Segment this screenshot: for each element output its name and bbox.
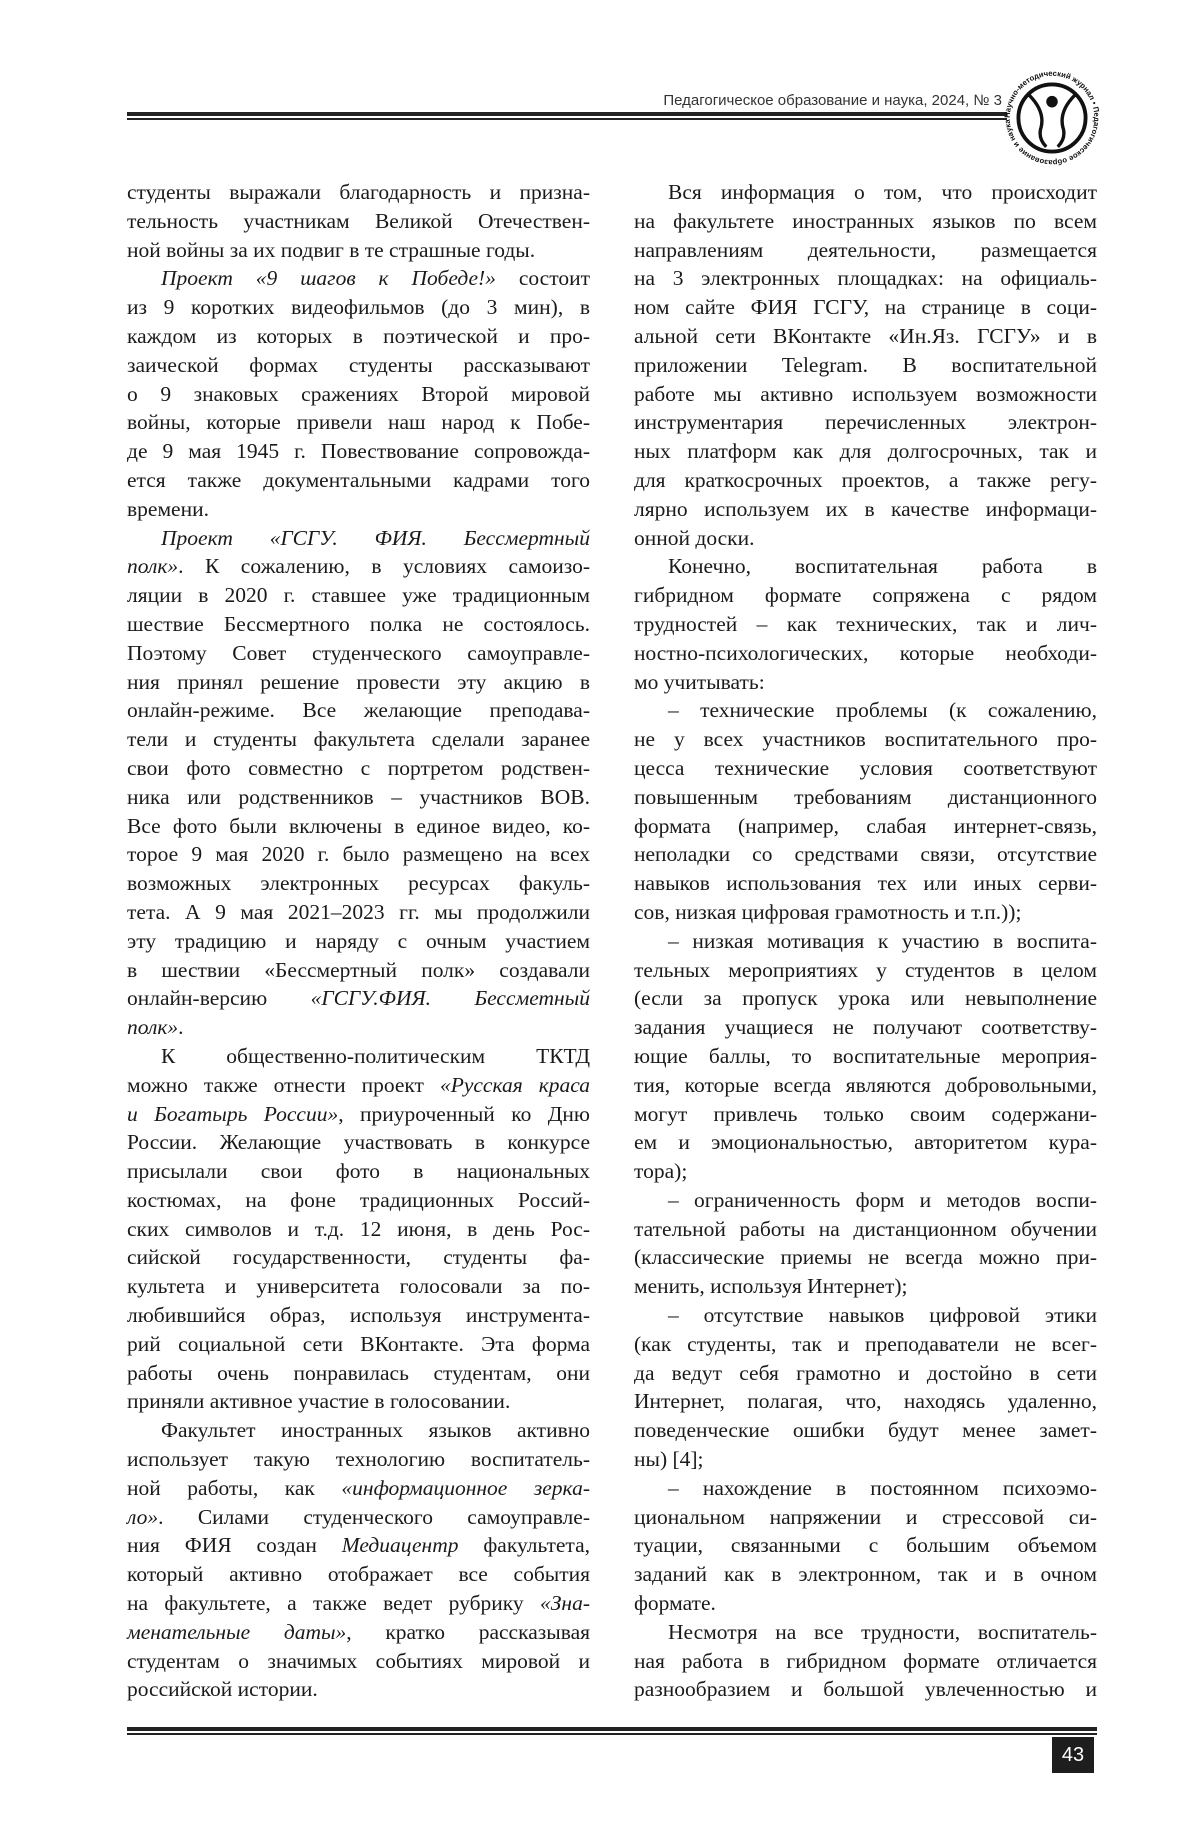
italic-text: Проект «ГСГУ. ФИЯ. Бессмертный (161, 526, 590, 550)
text-line (634, 754, 1097, 783)
text-run: гибридном формате сопряжена с рядом (634, 583, 1097, 607)
text-line (634, 812, 1097, 841)
text-line (127, 1243, 590, 1272)
text-run: (классические приемы не всегда можно при- (634, 1245, 1097, 1269)
text-run: времени. (127, 497, 209, 521)
text-run: неполадки со средствами связи, отсутствие (634, 842, 1097, 866)
text-run: . К сожалению, в условиях самоизо- (178, 554, 590, 578)
left-column (127, 178, 590, 1704)
text-line (634, 1013, 1097, 1042)
text-line (127, 1675, 590, 1704)
text-line (634, 1186, 1097, 1215)
text-run: трудностей – как технических, так и лич- (634, 612, 1097, 636)
text-run: (как студенты, так и преподаватели не всег- (634, 1332, 1097, 1356)
text-line (127, 178, 590, 207)
italic-text: полк» (127, 554, 178, 578)
text-run: онлайн-версию (127, 986, 311, 1010)
text-run: приняли активное участие в голосовании. (127, 1389, 510, 1413)
text-run: сийской государственности, студенты фа- (127, 1245, 590, 1269)
text-line (127, 581, 590, 610)
text-line (634, 408, 1097, 437)
text-run: альной сети ВКонтакте «Ин.Яз. ГСГУ» и в (634, 324, 1097, 348)
italic-text: Медиацентр (342, 1533, 459, 1557)
text-run: студентам о значимых событиях мировой и (127, 1649, 590, 1673)
text-line (634, 725, 1097, 754)
text-run: ной войны за их подвиг в те страшные годы. (127, 238, 535, 262)
text-run: каждом из которых в поэтической и про- (127, 324, 590, 348)
text-run: навыков использования тех или иных серви- (634, 871, 1097, 895)
text-line (127, 466, 590, 495)
text-run: костюмах, на фоне традиционных Россий- (127, 1188, 590, 1212)
text-run: ны) [4]; (634, 1447, 704, 1471)
text-line (634, 495, 1097, 524)
text-line (634, 1445, 1097, 1474)
text-run: тельность участникам Великой Отечествен- (127, 209, 590, 233)
text-run: тета. А 9 мая 2021–2023 гг. мы продолжили (127, 900, 590, 924)
text-run: могут привлечь только своим содержани- (634, 1102, 1097, 1126)
text-line (127, 725, 590, 754)
text-line (634, 1647, 1097, 1676)
text-run: о 9 знаковых сражениях Второй мировой (127, 382, 590, 406)
text-line (634, 1272, 1097, 1301)
text-run: ляции в 2020 г. ставшее уже традиционным (127, 583, 590, 607)
text-run: на факультете иностранных языков по всем (634, 209, 1097, 233)
text-line (127, 1128, 590, 1157)
text-line (127, 552, 590, 581)
text-line (634, 1215, 1097, 1244)
text-run: ских символов и т.д. 12 июня, в день Рос- (127, 1217, 590, 1241)
text-line (127, 495, 590, 524)
text-line (127, 1416, 590, 1445)
text-line (634, 293, 1097, 322)
text-line (127, 1445, 590, 1474)
text-line (634, 1474, 1097, 1503)
italic-text: полк» (127, 1015, 178, 1039)
text-run: Поэтому Совет студенческого самоуправле- (127, 641, 590, 665)
text-run: – технические проблемы (к сожалению, (668, 698, 1097, 722)
text-run: циональном напряжении и стрессовой си- (634, 1505, 1097, 1529)
text-line (634, 236, 1097, 265)
text-run: тора); (634, 1159, 687, 1183)
text-run: ющие баллы, то воспитательные мероприя- (634, 1044, 1097, 1068)
text-run: . (178, 1015, 183, 1039)
italic-text: и Богатырь России» (127, 1102, 338, 1126)
text-run: . Силами студенческого самоуправле- (158, 1505, 590, 1529)
text-line (127, 437, 590, 466)
text-line (127, 668, 590, 697)
text-line (127, 1272, 590, 1301)
text-run: Интернет, полагая, что, находясь удаленно, (634, 1389, 1097, 1413)
text-run: – нахождение в постоянном психоэмо- (668, 1476, 1097, 1500)
text-run: Все фото были включены в единое видео, ко- (127, 814, 590, 838)
text-line (634, 1359, 1097, 1388)
text-run: возможных электронных ресурсах факуль- (127, 871, 590, 895)
text-run: заической формах студенты рассказывают (127, 353, 590, 377)
text-line (634, 668, 1097, 697)
text-line (634, 1157, 1097, 1186)
text-line (634, 783, 1097, 812)
text-line (634, 869, 1097, 898)
text-line (127, 639, 590, 668)
text-run: – низкая мотивация к участию в воспита- (668, 929, 1097, 953)
footer-rule-thin (127, 1733, 1097, 1735)
text-run: (если за пропуск урока или невыполнение (634, 986, 1097, 1010)
text-run: не у всех участников воспитательного про- (634, 727, 1097, 751)
text-line (634, 178, 1097, 207)
header-rule-thin (127, 118, 1007, 120)
italic-text: «информационное зерка- (341, 1476, 590, 1500)
text-run: – ограниченность форм и методов воспи- (668, 1188, 1097, 1212)
text-run: шествие Бессмертного полка не состоялось. (127, 612, 590, 636)
text-line (634, 322, 1097, 351)
text-run: ностно-психологических, которые необходи- (634, 641, 1097, 665)
text-line (127, 207, 590, 236)
text-line (634, 1330, 1097, 1359)
text-run: ется также документальными кадрами того (127, 468, 590, 492)
text-line (127, 351, 590, 380)
text-run: задания учащиеся не получают соответству- (634, 1015, 1097, 1039)
text-run: поведенческие ошибки будут менее замет- (634, 1418, 1097, 1442)
text-line (634, 466, 1097, 495)
text-run: войны, которые привели наш народ к Побе- (127, 410, 590, 434)
text-run: студенты выражали благодарность и призна- (127, 180, 590, 204)
text-line (127, 293, 590, 322)
text-line (127, 1618, 590, 1647)
text-line (634, 610, 1097, 639)
text-run: тательной работы на дистанционном обучении (634, 1217, 1097, 1241)
text-line (127, 898, 590, 927)
text-run: де 9 мая 1945 г. Повествование сопровожда- (127, 439, 590, 463)
text-line (127, 1589, 590, 1618)
text-run: эту традицию и наряду с очным участием (127, 929, 590, 953)
italic-text: «Зна- (540, 1591, 590, 1615)
text-run: Несмотря на все трудности, воспитатель- (668, 1620, 1097, 1644)
text-run: К общественно-политическим ТКТД (161, 1044, 590, 1068)
text-run: – отсутствие навыков цифровой этики (668, 1303, 1097, 1327)
text-line (127, 408, 590, 437)
right-column (634, 178, 1097, 1704)
text-line (127, 1071, 590, 1100)
text-line (127, 264, 590, 293)
text-run: цесса технические условия соответствуют (634, 756, 1097, 780)
text-run: формата (например, слабая интернет-связь, (634, 814, 1097, 838)
text-line (634, 1416, 1097, 1445)
header-rule (127, 112, 1007, 116)
text-line (127, 380, 590, 409)
text-run: работе мы активно используем возможности (634, 382, 1097, 406)
text-run: ных платформ как для долгосрочных, так и (634, 439, 1097, 463)
footer-rule (127, 1727, 1097, 1731)
text-run: в шествии «Бессмертный полк» создавали (127, 958, 590, 982)
text-run: мо учитывать: (634, 670, 765, 694)
text-run: присылали свои фото в национальных (127, 1159, 590, 1183)
text-line (634, 1503, 1097, 1532)
text-run: тия, которые всегда являются добровольными, (634, 1073, 1097, 1097)
text-run: менить, используя Интернет); (634, 1274, 908, 1298)
text-run: ном сайте ФИЯ ГСГУ, на странице в соци- (634, 295, 1097, 319)
text-line (634, 1071, 1097, 1100)
text-line (634, 524, 1097, 553)
text-run: повышенным требованиям дистанционного (634, 785, 1097, 809)
text-line (634, 1387, 1097, 1416)
text-run: Вся информация о том, что происходит (668, 180, 1097, 204)
text-line (127, 1531, 590, 1560)
text-line (634, 1042, 1097, 1071)
text-line (634, 207, 1097, 236)
text-line (127, 610, 590, 639)
text-line (634, 639, 1097, 668)
text-run: российской истории. (127, 1677, 318, 1701)
text-line (127, 1474, 590, 1503)
text-line (634, 437, 1097, 466)
text-line (634, 984, 1097, 1013)
italic-text: менательные даты» (127, 1620, 346, 1644)
text-line (634, 552, 1097, 581)
text-run: использует такую технологию воспитатель- (127, 1447, 590, 1471)
text-line (127, 1647, 590, 1676)
text-run: туации, связанными с большим объемом (634, 1533, 1097, 1557)
text-run: России. Желающие участвовать в конкурсе (127, 1130, 590, 1154)
logo-lettering: аучно-методический журнал • Пгогическое образование и наук (1004, 70, 1100, 166)
text-line (127, 754, 590, 783)
text-line (127, 1186, 590, 1215)
text-line (634, 927, 1097, 956)
italic-text: Проект «9 шагов к Победе!» (161, 266, 496, 290)
text-run: на факультете, а также ведет рубрику (127, 1591, 540, 1615)
text-line (634, 696, 1097, 725)
text-line (634, 1243, 1097, 1272)
text-line (127, 783, 590, 812)
text-line (634, 581, 1097, 610)
text-line (127, 840, 590, 869)
text-run: для краткосрочных проектов, а также регу- (634, 468, 1097, 492)
text-run: свои фото совместно с портретом родствен- (127, 756, 590, 780)
text-run: факультета, (458, 1533, 590, 1557)
text-run: торое 9 мая 2020 г. было размещено на всех (127, 842, 590, 866)
text-line (634, 380, 1097, 409)
text-run: культета и университета голосовали за по- (127, 1274, 590, 1298)
text-run: ника или родственников – участников ВОВ. (127, 785, 590, 809)
text-line (634, 264, 1097, 293)
text-run: рий социальной сети ВКонтакте. Эта форма (127, 1332, 590, 1356)
journal-logo (1004, 70, 1100, 166)
text-line (634, 1128, 1097, 1157)
text-run: ная работа в гибридном формате отличается (634, 1649, 1097, 1673)
text-line (127, 956, 590, 985)
text-run: Конечно, воспитательная работа в (668, 554, 1097, 578)
text-line (634, 1531, 1097, 1560)
text-line (127, 1359, 590, 1388)
text-run: разнообразием и большой увлеченностью и (634, 1677, 1097, 1701)
text-run: ния ФИЯ создан (127, 1533, 342, 1557)
text-line (634, 956, 1097, 985)
text-run: формате. (634, 1591, 716, 1615)
text-line (127, 1301, 590, 1330)
text-line (127, 984, 590, 1013)
italic-text: ло» (127, 1505, 158, 1529)
text-line (634, 1589, 1097, 1618)
text-line (634, 898, 1097, 927)
text-line (127, 1100, 590, 1129)
text-run: на 3 электронных площадках: на официаль- (634, 266, 1097, 290)
text-run: направлениям деятельности, размещается (634, 238, 1097, 262)
text-run: ем и эмоциональностью, авторитетом кура- (634, 1130, 1097, 1154)
text-run: , кратко рассказывая (346, 1620, 590, 1644)
text-line (634, 840, 1097, 869)
text-run: работы очень понравилась студентам, они (127, 1361, 590, 1385)
text-line (127, 927, 590, 956)
text-line (127, 696, 590, 725)
text-run: заданий как в электронном, так и в очном (634, 1562, 1097, 1586)
text-run: , приуроченный ко Дню (338, 1102, 590, 1126)
text-run: сов, низкая цифровая грамотность и т.п.)); (634, 900, 1021, 924)
text-line (127, 1330, 590, 1359)
text-run: онлайн-режиме. Все желающие преподава- (127, 698, 590, 722)
text-run: состоит (496, 266, 590, 290)
text-line (127, 1560, 590, 1589)
italic-text: «ГСГУ.ФИЯ. Бессметный (311, 986, 590, 1010)
text-line (634, 1560, 1097, 1589)
text-line (127, 1157, 590, 1186)
text-line (127, 1387, 590, 1416)
text-line (127, 1013, 590, 1042)
text-line (634, 1675, 1097, 1704)
text-line (127, 1215, 590, 1244)
text-run: тели и студенты факультета сделали заранее (127, 727, 590, 751)
text-line (127, 1503, 590, 1532)
text-line (127, 869, 590, 898)
text-line (127, 1042, 590, 1071)
text-line (127, 322, 590, 351)
text-run: любившийся образ, используя инструмента- (127, 1303, 590, 1327)
text-line (634, 1618, 1097, 1647)
text-line (127, 524, 590, 553)
text-run: тельных мероприятиях у студентов в целом (634, 958, 1097, 982)
text-run: ния принял решение провести эту акцию в (127, 670, 590, 694)
text-run: ной работы, как (127, 1476, 341, 1500)
text-run: инструментария перечисленных электрон- (634, 410, 1097, 434)
text-line (634, 351, 1097, 380)
text-line (127, 236, 590, 265)
text-line (127, 812, 590, 841)
italic-text: «Русская краса (440, 1073, 590, 1097)
text-run: можно также отнести проект (127, 1073, 440, 1097)
text-line (634, 1301, 1097, 1330)
text-run: лярно используем их в качестве информаци- (634, 497, 1097, 521)
text-run: который активно отображает все события (127, 1562, 590, 1586)
text-run: из 9 коротких видеофильмов (до 3 мин), в (127, 295, 590, 319)
text-run: онной доски. (634, 526, 755, 550)
running-head: Педагогическое образование и наука, 2024, № 3 (560, 92, 1002, 109)
page-number: 43 (1052, 1737, 1094, 1773)
text-line (634, 1100, 1097, 1129)
text-run: Факультет иностранных языков активно (161, 1418, 590, 1442)
text-run: приложении Telegram. В воспитательной (634, 353, 1097, 377)
text-run: да ведут себя грамотно и достойно в сети (634, 1361, 1097, 1385)
